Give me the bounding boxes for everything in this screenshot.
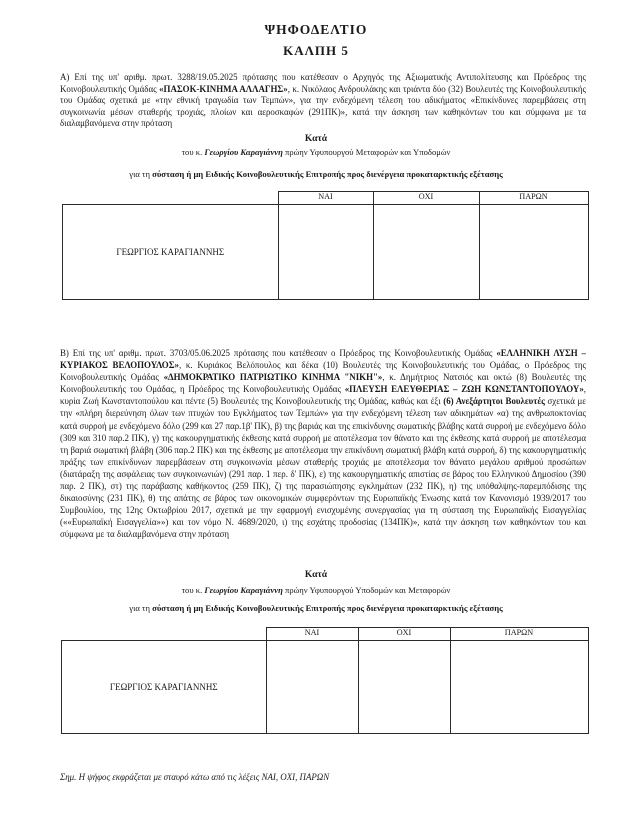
section-b-vote-no-cell[interactable] [358, 641, 450, 734]
section-b-party-1: «ΕΛΛΗΝΙΚΗ ΛΥΣΗ – ΚΥΡΙΑΚΟΣ ΒΕΛΟΠΟΥΛΟΣ» [60, 348, 586, 371]
section-b-party-2: «ΔΗΜΟΚΡΑΤΙΚΟ ΠΑΤΡΙΩΤΙΚΟ ΚΙΝΗΜΑ "ΝΙΚΗ"» [163, 372, 383, 383]
section-b-header-yes: ΝΑΙ [266, 628, 358, 641]
section-b-independents: (6) Ανεξάρτητοι Βουλευτές [443, 396, 545, 407]
section-a-purpose-prefix: για τη [129, 169, 153, 179]
section-b-purpose-line [0, 603, 632, 613]
section-b-candidate-name: ΓΕΩΡΓΙΟΣ ΚΑΡΑΓΙΑΝΝΗΣ [62, 641, 267, 734]
section-b-purpose-prefix: για τη [129, 603, 153, 613]
section-b-against-label: Κατά [304, 570, 328, 580]
section-b-person-line [0, 585, 632, 595]
section-a-text [60, 72, 586, 130]
section-b-text [60, 347, 586, 541]
section-b-header-no: ΟΧΙ [358, 628, 450, 641]
footnote: Σημ. Η ψήφος εκφράζεται με σταυρό κάτω από τις λέξεις ΝΑΙ, ΟΧΙ, ΠΑΡΩΝ [60, 772, 330, 782]
section-a-table-corner [63, 192, 279, 205]
section-a-header-present: ΠΑΡΩΝ [479, 192, 588, 205]
section-b-text-part4: , κυρία Ζωή Κωνσταντοπούλου και πέντε (5) Βουλευτές της Κοινοβουλευτικής της Ομάδας, καθώς και έξι [60, 384, 586, 407]
section-a-vote-no-cell[interactable] [373, 205, 479, 300]
section-a-person-prefix: του κ. [181, 147, 205, 157]
section-b-person-prefix: του κ. [181, 585, 205, 595]
section-a-purpose-text: σύσταση ή μη Ειδικής Κοινοβουλευτικής Επιτροπής προς διενέργεια προκαταρκτικής εξέτασης [152, 169, 503, 179]
section-b-text-part3: , κ. Δημήτριος Νατσιός και οκτώ (8) Βουλευτές της Κοινοβουλευτικής του Ομάδας, η Πρόεδρος της Κοινοβουλευτικής Ομάδας [60, 372, 587, 395]
section-b-header-present: ΠΑΡΩΝ [450, 628, 588, 641]
section-a-vote-yes-cell[interactable] [278, 205, 373, 300]
section-a-vote-present-cell[interactable] [479, 205, 588, 300]
section-b-vote-yes-cell[interactable] [266, 641, 358, 734]
section-a-purpose-line [0, 169, 632, 179]
section-a-person-role: πρώην Υφυπουργού Μεταφορών και Υποδομών [282, 147, 451, 157]
ballot-box-number: ΚΑΛΠΗ 5 [283, 43, 349, 58]
section-a-person-name: Γεωργίου Καραγιάννη [204, 147, 283, 157]
section-a-party-1: «ΠΑΣΟΚ-ΚΙΝΗΜΑ ΑΛΛΑΓΗΣ» [159, 83, 288, 94]
section-a-against-label: Κατά [304, 134, 328, 144]
section-a-header-yes: ΝΑΙ [278, 192, 373, 205]
section-b-party-3: «ΠΛΕΥΣΗ ΕΛΕΥΘΕΡΙΑΣ – ΖΩΗ ΚΩΝΣΤΑΝΤΟΠΟΥΛΟΥ» [344, 384, 584, 395]
section-b-text-part1: Β) Επί της υπ' αριθμ. πρωτ. 3703/05.06.2025 πρότασης που κατέθεσαν ο Πρόεδρος της Κοινοβουλευτικής Ομάδας [60, 348, 497, 358]
section-b-table-corner [62, 628, 267, 641]
section-a-header-no: ΟΧΙ [373, 192, 479, 205]
section-b-text-part2: , κ. Κυριάκος Βελόπουλος και δέκα (10) Βουλευτές της Κοινοβουλευτικής του Ομάδας, ο Πρόεδρος της Κοινοβουλευτικής Ομάδας [60, 360, 586, 383]
ballot-title: ΨΗΦΟΔΕΛΤΙΟ [264, 22, 368, 37]
section-b-vote-table [61, 627, 589, 734]
section-a-text-part2: , κ. Νικόλαος Ανδρουλάκης και τριάντα δύο (32) Βουλευτές της Κοινοβουλευτικής του Ομάδας σχετικά με «την εθνική τραγωδία των Τεμπών», για την ενδεχόμενη τέλεση του αδικήματος «Επικίνδυνες παρεμβάσεις στη συγκοινωνία μέσων σταθερής τροχιάς, πλοίων και αεροσκαφών (291ΠΚ)», κατά την άσκηση των καθηκόντων του και σύμφωνα με τα διαλαμβανόμενα στην πρόταση [60, 83, 587, 129]
section-b-person-name: Γεωργίου Καραγιάννη [204, 585, 283, 595]
section-b-vote-present-cell[interactable] [450, 641, 588, 734]
section-a-person-line [0, 147, 632, 157]
section-a-vote-table [62, 191, 589, 300]
section-a-text-part1: Α) Επί της υπ' αριθμ. πρωτ. 3288/19.05.2025 πρότασης που κατέθεσαν ο Αρχηγός της Αξιωματικής Αντιπολίτευσης και Πρόεδρος της Κοινοβουλευτικής Ομάδας [60, 72, 586, 94]
section-b-text-part5: σχετικά με την «πλήρη διερεύνηση όλων των πτυχών του Εγκλήματος των Τεμπών» για την ενδεχόμενη τέλεση των αδικημάτων «α) της ανθρωποκτονίας κατά συρροή με ενδεχόμενο δόλο (299 και 27 παρ.1β' ΠΚ), β) της βαριάς και της επικίνδυνης σωματικής βλάβης κατά συρροή με ενδεχόμενο δόλο (309 και 310 παρ.2 ΠΚ), γ) της κακουργηματικής έκθεσης κατά συρροή με αποτέλεσμα τον θάνατο και της έκθεσης κατά συρροή με αποτέλεσμα τη βαριά σωματική βλάβη (306 παρ.2 ΠΚ) και της έκθεσης με αποτέλεσμα την επικίνδυνη σωματική βλάβη κατά συρροή, δ) της κακουργηματικής πράξης των επικίνδυνων παρεμβάσεων στη συγκοινωνία μέσων σταθερής τροχιάς με αποτέλεσμα τον θάνατο μεγάλου αριθμού προσώπων (διατάραξη της ασφάλειας των συγκοινωνιών) (291 παρ. 1 περ. δ' ΠΚ), ε) της κακουργηματικής απιστίας σε βάρος του Ελληνικού Δημοσίου (390 παρ. 2 ΠΚ), στ) της παράβασης καθήκοντος (259 ΠΚ), ζ) της παρασιώπησης εγκλημάτων (232 ΠΚ), η) της υπόθαλψης-παρεμπόδισης της δικαιοσύνης (231 ΠΚ), θ) της απάτης σε βάρος των οικονομικών συμφερόντων της Ευρωπαϊκής Ένωσης κατά τον Κανονισμό 1939/2017 του Συμβουλίου, της 12ης Οκτωβρίου 2017, σχετικά με την εφαρμογή ενισχυμένης συνεργασίας για τη σύσταση της Ευρωπαϊκής Εισαγγελίας (««Ευρωπαϊκή Εισαγγελία»») και τον νόμο Ν. 4689/2020, ι) της εσχάτης προδοσίας (134ΠΚ)», κατά την άσκηση των καθηκόντων του και σύμφωνα με τα διαλαμβανόμενα στην πρόταση [60, 396, 586, 540]
section-a-candidate-name: ΓΕΩΡΓΙΟΣ ΚΑΡΑΓΙΑΝΝΗΣ [63, 205, 279, 300]
section-b-purpose-text: σύσταση ή μη Ειδικής Κοινοβουλευτικής Επιτροπής προς διενέργεια προκαταρκτικής εξέτασης [152, 603, 503, 613]
section-b-person-role: πρώην Υφυπουργού Υποδομών και Μεταφορών [282, 585, 451, 595]
